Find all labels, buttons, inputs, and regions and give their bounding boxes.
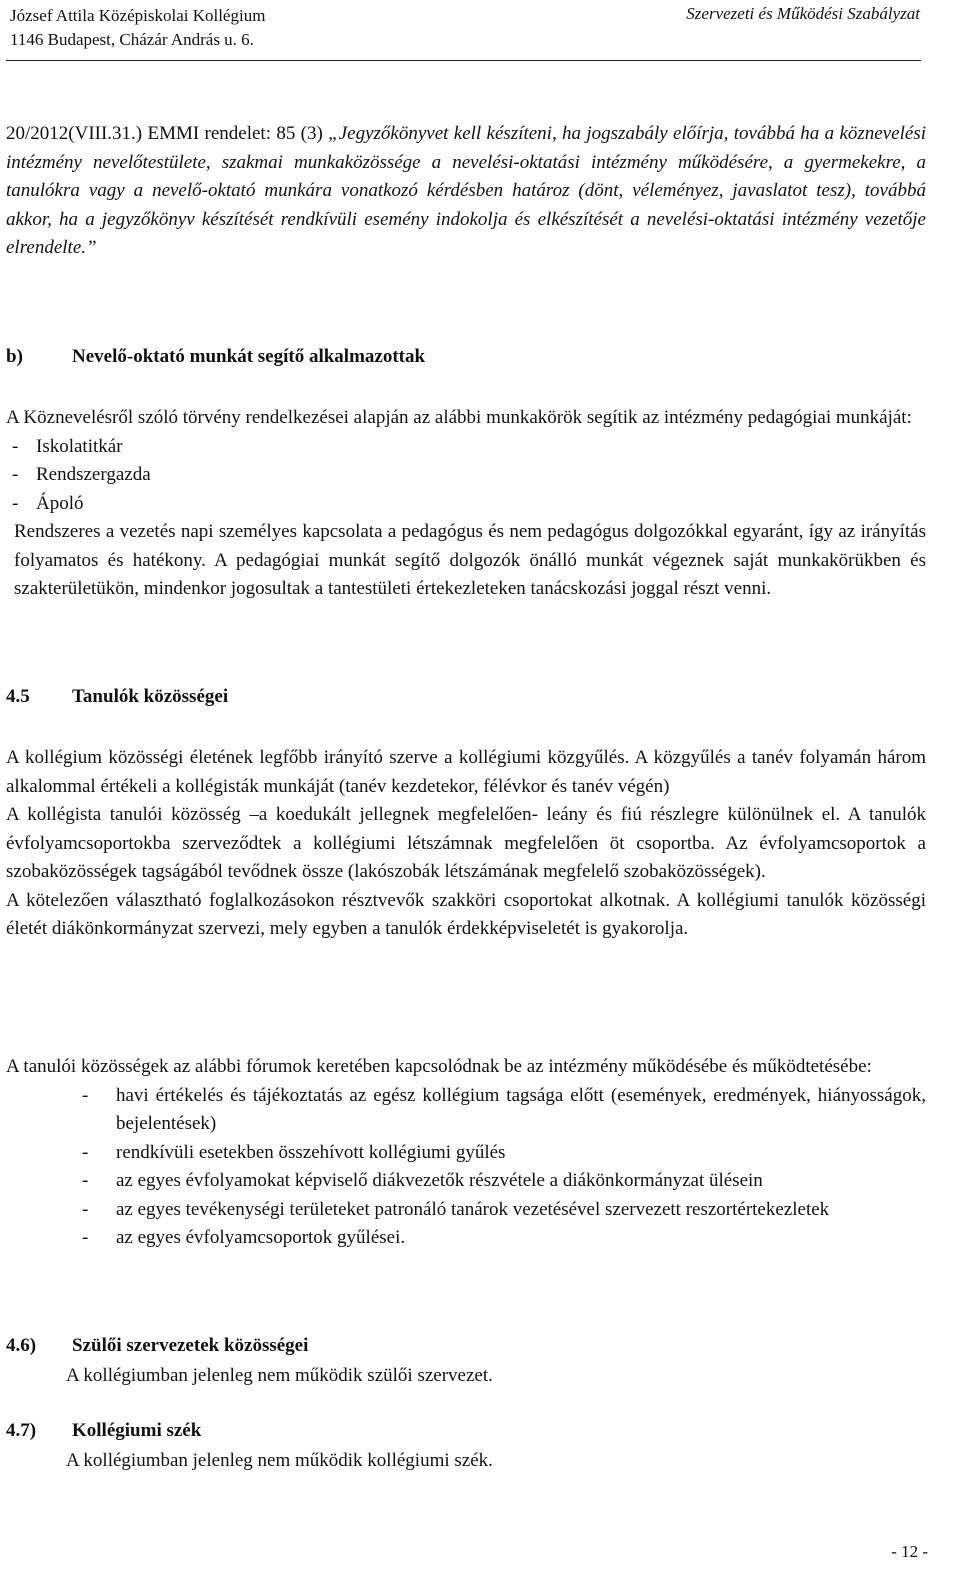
- section-b-body: [6, 404, 926, 604]
- section-45-body: [6, 744, 926, 944]
- section-title: Szülői szervezetek közösségei: [72, 1335, 309, 1356]
- list-item: - az egyes évfolyamokat képviselő diákvezetők részvétele a diákönkormányzat ülésein: [6, 1167, 926, 1196]
- list-item: - Ápoló: [6, 490, 926, 519]
- list-item: - havi értékelés és tájékoztatás az egész kollégium tagsága előtt (események, eredmények, hiányosságok, bejelentések): [6, 1082, 926, 1139]
- section-number: 4.7): [6, 1420, 37, 1441]
- doc-title: Szervezeti és Működési Szabályzat: [686, 4, 920, 23]
- section-title: Nevelő-oktató munkát segítő alkalmazottak: [72, 346, 426, 367]
- section-46-text: A kollégiumban jelenleg nem működik szülői szervezet.: [66, 1365, 493, 1386]
- section-b-paragraph: Rendszeres a vezetés napi személyes kapcsolata a pedagógus és nem pedagógus dolgozókkal egyaránt, így az irányítás folyamatos és hatékony. A pedagógiai munkát segítő dolgozók önálló munkát végeznek saját munkakörükben és szakterületükön, mindenkor jogosultak a tantestületi értekezleteken tanácskozási joggal részt venni.: [14, 521, 926, 599]
- section-47-text: A kollégiumban jelenleg nem működik kollégiumi szék.: [66, 1450, 493, 1471]
- page-header-left: [10, 4, 265, 52]
- section-title: Tanulók közösségei: [72, 686, 229, 707]
- section-number: 4.5: [6, 686, 30, 707]
- section-46-heading: [6, 1335, 308, 1357]
- list-item: - az egyes tevékenységi területeket patronáló tanárok vezetésével szervezett reszortértekezletek: [6, 1196, 926, 1225]
- org-name: József Attila Középiskolai Kollégium: [10, 6, 266, 25]
- intro-paragraph: [6, 120, 926, 263]
- section-number: b): [6, 346, 23, 367]
- staff-list: [6, 433, 926, 519]
- forum-list: [6, 1082, 926, 1253]
- list-item: - rendkívüli esetekben összehívott kollégiumi gyűlés: [6, 1139, 926, 1168]
- legal-quote: „Jegyzőkönyvet kell készíteni, ha jogszabály előírja, továbbá ha a köznevelési intézmény nevelőtestülete, szakmai munkaközössége a nevelési-oktatási intézmény működésére, a gyermekekre, a tanulókra vagy a nevelő-oktató munkára vonatkozó kérdésben határoz (dönt, véleményez, javaslatot tesz), továbbá akkor, ha a jegyzőkönyv készítését rendkívüli esemény indokolja és elkészítését a nevelési-oktatási intézmény vezetője elrendelte.”: [6, 123, 926, 258]
- section-title: Kollégiumi szék: [72, 1420, 202, 1441]
- list-item: - Iskolatitkár: [6, 433, 926, 462]
- section-b-heading: [6, 346, 425, 368]
- paragraph: A kollégista tanulói közösség –a koedukált jellegnek megfelelően- leány és fiú részlegre különülnek el. A tanulók évfolyamcsoportokba szerveződtek a kollégiumi létszámnak megfelelően öt csoportba. Az évfolyamcsoportok a szobaközösségek tagságából tevődnek össze (lakószobák létszámának megfelelő szobaközösségek).: [6, 804, 926, 882]
- paragraph: A kötelezően választható foglalkozásokon résztvevők szakköri csoportokat alkotnak. A kollégiumi tanulók közösségi életét diákönkormányzat szervezi, mely egyben a tanulók érdekképviseletét is gyakorolja.: [6, 889, 926, 939]
- list-item: - Rendszergazda: [6, 461, 926, 490]
- section-47-heading: [6, 1420, 201, 1442]
- legal-reference: 20/2012(VIII.31.) EMMI rendelet: 85 (3): [6, 123, 329, 144]
- paragraph: A kollégium közösségi életének legfőbb irányító szerve a kollégiumi közgyűlés. A közgyűlés a tanév folyamán három alkalommal értékeli a kollégisták munkáját (tanév kezdetekor, félévkor és tanév végén): [6, 747, 926, 797]
- paragraph: A tanulói közösségek az alábbi fórumok keretében kapcsolódnak be az intézmény működésébe és működtetésébe:: [6, 1056, 872, 1077]
- section-number: 4.6): [6, 1335, 37, 1356]
- list-item: - az egyes évfolyamcsoportok gyűlései.: [6, 1224, 926, 1253]
- section-45-forums: [6, 1053, 926, 1253]
- header-divider: [6, 60, 921, 61]
- section-b-intro: A Köznevelésről szóló törvény rendelkezései alapján az alábbi munkakörök segítik az intézmény pedagógiai munkáját:: [6, 407, 912, 428]
- page-number: - 12 -: [891, 1542, 928, 1561]
- org-address: 1146 Budapest, Cházár András u. 6.: [10, 30, 254, 49]
- section-45-heading: [6, 686, 228, 708]
